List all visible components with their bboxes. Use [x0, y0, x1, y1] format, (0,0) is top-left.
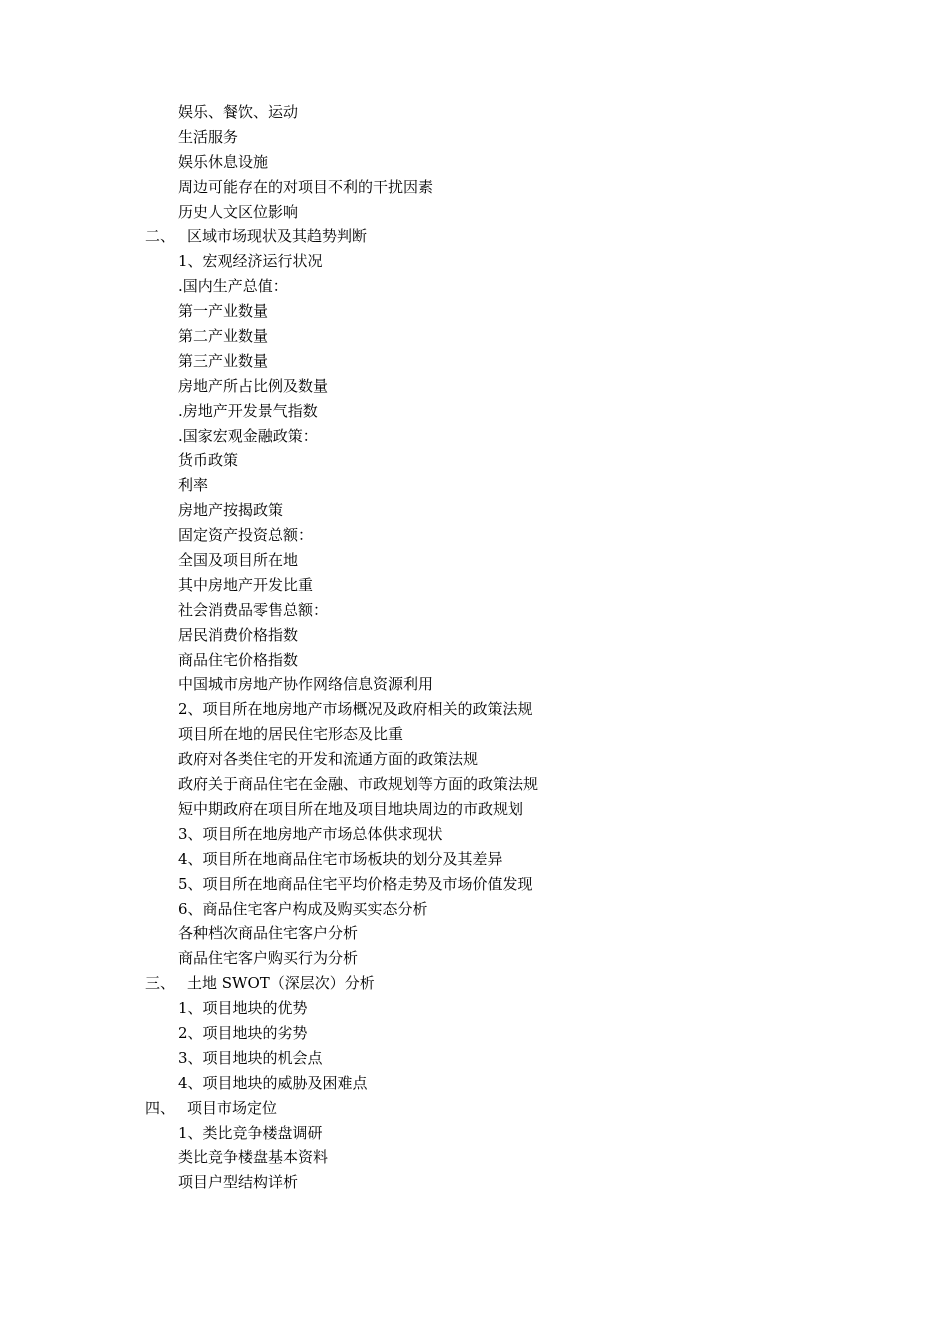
outline-item: 第三产业数量 [178, 351, 269, 370]
outline-item: 5、项目所在地商品住宅平均价格走势及市场价值发现 [178, 874, 533, 893]
outline-item: 历史人文区位影响 [178, 202, 299, 221]
outline-item: 第二产业数量 [178, 327, 269, 346]
outline-item: 项目所在地的居民住宅形态及比重 [178, 725, 404, 744]
outline-item: 利率 [178, 476, 209, 495]
outline-item: 4、项目所在地商品住宅市场板块的划分及其差异 [178, 849, 503, 868]
outline-item: 社会消费品零售总额： [178, 600, 329, 619]
outline-item: 各种档次商品住宅客户分析 [178, 924, 359, 943]
outline-item: 全国及项目所在地 [178, 551, 299, 570]
outline-item: 6、商品住宅客户构成及购买实态分析 [178, 899, 428, 918]
outline-item: 其中房地产开发比重 [178, 575, 314, 594]
section-number: 三、 [145, 974, 176, 993]
outline-item: 1、项目地块的优势 [178, 999, 308, 1018]
section-number: 二、 [145, 227, 176, 246]
outline-item: 4、项目地块的威胁及困难点 [178, 1073, 368, 1092]
outline-item: 项目户型结构详析 [178, 1173, 299, 1192]
outline-item: 3、项目所在地房地产市场总体供求现状 [178, 824, 443, 843]
outline-item: 商品住宅价格指数 [178, 650, 299, 669]
outline-item: 房地产按揭政策 [178, 501, 284, 520]
section-heading [0, 224, 950, 249]
outline-item: 商品住宅客户购买行为分析 [178, 949, 359, 968]
document-body [0, 100, 950, 1195]
outline-item: 第一产业数量 [178, 302, 269, 321]
outline-item: .房地产开发景气指数 [178, 401, 318, 420]
section-number: 四、 [145, 1098, 176, 1117]
outline-item: 娱乐、餐饮、运动 [178, 103, 299, 121]
outline-item: 周边可能存在的对项目不利的干扰因素 [178, 177, 434, 196]
outline-item: 2、项目地块的劣势 [178, 1023, 308, 1042]
outline-item: 2、项目所在地房地产市场概况及政府相关的政策法规 [178, 700, 533, 719]
outline-item: 中国城市房地产协作网络信息资源利用 [178, 675, 434, 694]
section-heading [0, 1096, 950, 1121]
outline-item: 生活服务 [178, 127, 239, 146]
outline-item: .国家宏观金融政策： [178, 426, 318, 445]
section-title: 项目市场定位 [187, 1098, 278, 1117]
section-heading [0, 971, 950, 996]
outline-item: 类比竞争楼盘基本资料 [178, 1148, 329, 1167]
section-title: 区域市场现状及其趋势判断 [187, 227, 368, 246]
outline-item: 货币政策 [178, 451, 239, 470]
outline-item: 短中期政府在项目所在地及项目地块周边的市政规划 [178, 799, 524, 818]
outline-item: 政府对各类住宅的开发和流通方面的政策法规 [178, 750, 479, 769]
outline-item: .国内生产总值： [178, 277, 288, 296]
outline-item: 1、类比竞争楼盘调研 [178, 1123, 323, 1142]
outline-item: 居民消费价格指数 [178, 625, 299, 644]
outline-item: 娱乐休息设施 [178, 152, 269, 171]
outline-item: 固定资产投资总额： [178, 526, 314, 545]
outline-item: 3、项目地块的机会点 [178, 1048, 323, 1067]
outline-item: 房地产所占比例及数量 [178, 376, 329, 395]
section-title: 土地 SWOT（深层次）分析 [187, 974, 375, 993]
outline-item: 1、宏观经济运行状况 [178, 252, 323, 271]
outline-item: 政府关于商品住宅在金融、市政规划等方面的政策法规 [178, 775, 539, 794]
